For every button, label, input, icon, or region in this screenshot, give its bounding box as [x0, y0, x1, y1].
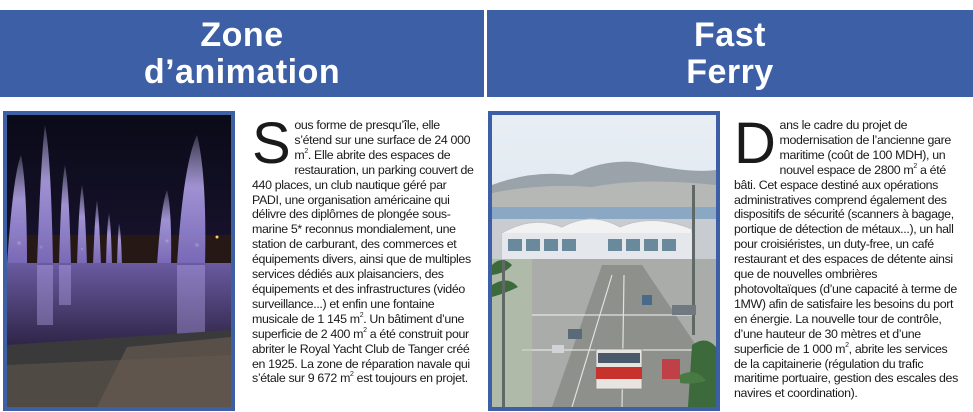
ferry-title-line1: Fast [694, 15, 766, 54]
zone-text-5: est toujours en projet. [353, 371, 468, 386]
fast-ferry-text [734, 111, 960, 401]
ferry-dropcap: D [734, 111, 776, 176]
zone-text-4: a été construit pour abriter le Royal Yacht Club de Tanger créé en 1925. La zone de réparation navale qui s’étale sur 9 672 m [252, 326, 470, 386]
zone-sup-4: 2 [350, 371, 354, 379]
ferry-text-2: a été bâti. Cet espace destiné aux opérations administratives comprend également des dispositifs de sécurité (scanners à bagage, portique de détection de métaux...), un hall pour croisiéristes, un duty-free, un café restaurant et des espaces de détente ainsi que de nouvelles ombrières photovoltaïques (d’une capacité à terme de 1MW) afin de satisfaire les besoins du port en énergie. La nouvelle tour de contrôle, d’une hauteur de 30 mètres et d’une superficie de 1 000 m [734, 162, 957, 356]
fountain-photo [3, 111, 235, 411]
fast-ferry-panel [487, 10, 973, 410]
fast-ferry-header [487, 10, 973, 97]
zone-text-3: . Un bâtiment d’une superficie de 2 400 m [252, 311, 465, 341]
ferry-title-line2: Ferry [686, 52, 774, 91]
zone-sup-3: 2 [363, 326, 367, 334]
zone-animation-text [252, 111, 478, 386]
ferry-terminal-photo [488, 111, 720, 411]
zone-sup-1: 2 [304, 147, 308, 155]
ferry-sup-1: 2 [913, 162, 917, 170]
zone-title-line1: Zone [200, 15, 284, 54]
zone-animation-header [0, 10, 484, 97]
zone-animation-panel [0, 10, 486, 410]
ferry-sup-2: 2 [845, 341, 849, 349]
ferry-text-3: , abrite les services de la capitainerie (régulation du trafic maritime portuaire, gestion des escales des navires et coordination). [734, 341, 958, 401]
zone-text-1: ous forme de presqu’île, elle s’étend sur une surface de 24 000 m [294, 118, 471, 162]
zone-title-line2: d’animation [143, 52, 341, 91]
zone-text-2: . Elle abrite des espaces de restauration, un parking couvert de 440 places, un club nautique géré par PADI, une organisation américaine qui délivre des diplômes de plongée sous-marine 5* reconnus mondialement, une station de carburant, des commerces et équipements divers, ainsi que de multiples services dédiés aux plaisanciers, des équipements et des infrastructures (vidéo surveillance...) et enfin une fontaine musicale de 1 145 m [252, 147, 474, 326]
zone-dropcap: S [252, 111, 291, 176]
ferry-text-1: ans le cadre du projet de modernisation de l’ancienne gare maritime (coût de 100 MDH), un nouvel espace de 2800 m [779, 118, 951, 177]
zone-sup-2: 2 [359, 311, 364, 319]
